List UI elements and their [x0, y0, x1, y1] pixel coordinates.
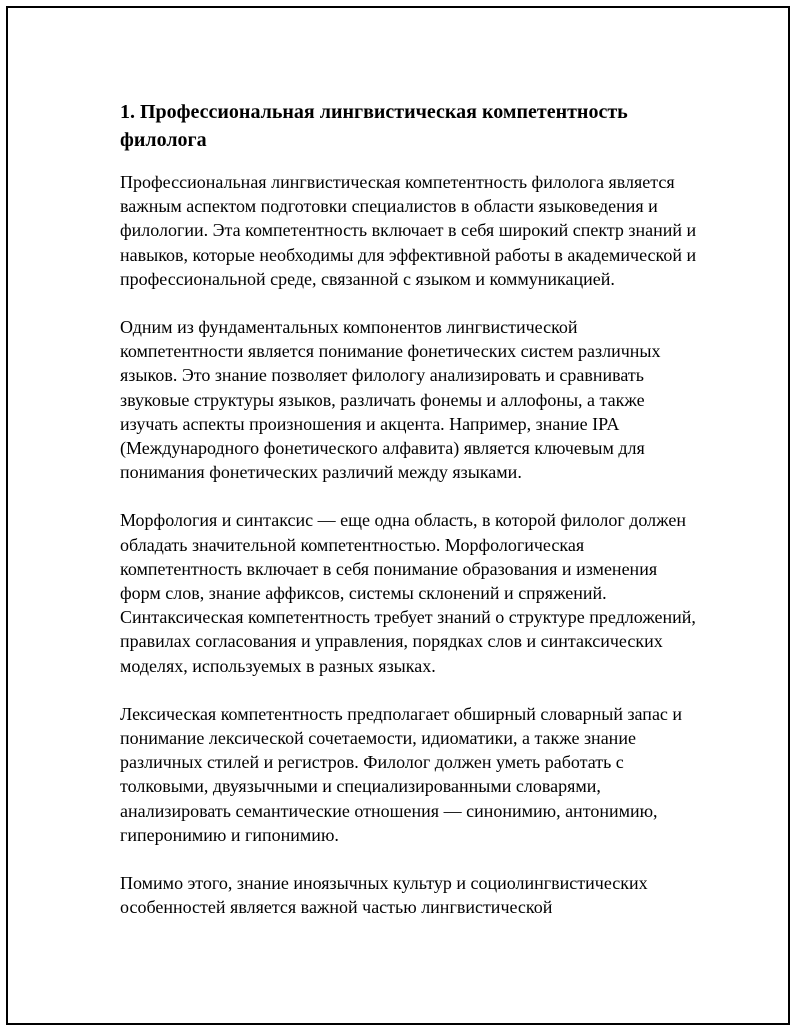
document-page: [6, 6, 790, 1025]
paragraph-intro: Профессиональная лингвистическая компетентность филолога является важным аспектом подготовки специалистов в области языковедения и филологии. Эта компетентность включает в себя широкий спектр знаний и навыков, которые необходимы для эффективной работы в академической и профессиональной среде, связанной с языком и коммуникацией.: [120, 172, 697, 289]
document-body: [120, 98, 700, 943]
paragraph-phonetics: Одним из фундаментальных компонентов лингвистической компетентности является понимание фонетических систем различных языков. Это знание позволяет филологу анализировать и сравнивать звуковые структуры языков, различать фонемы и аллофоны, а также изучать аспекты произношения и акцента. Например, знание IPA (Международного фонетического алфавита) является ключевым для понимания фонетических различий между языками.: [120, 317, 661, 483]
paragraph-sociolinguistic: Помимо этого, знание иноязычных культур и социолингвистических особенностей является важной частью лингвистической: [120, 873, 648, 918]
section-heading: 1. Профессиональная лингвистическая компетентность филолога: [120, 101, 628, 151]
paragraph-lexical: Лексическая компетентность предполагает обширный словарный запас и понимание лексической сочетаемости, идиоматики, а также знание различных стилей и регистров. Филолог должен уметь работать с толковыми, двуязычными и специализированными словарями, анализировать семантические отношения — синонимию, антонимию, гиперонимию и гипонимию.: [120, 703, 683, 845]
paragraph-morphology-syntax: Морфология и синтаксис — еще одна область, в которой филолог должен обладать значительной компетентностью. Морфологическая компетентность включает в себя понимание образования и изменения форм слов, знание аффиксов, системы склонений и спряжений. Синтаксическая компетентность требует знаний о структуре предложений, правилах согласования и управления, порядках слов и синтаксических моделях, используемых в разных языках.: [120, 510, 696, 676]
